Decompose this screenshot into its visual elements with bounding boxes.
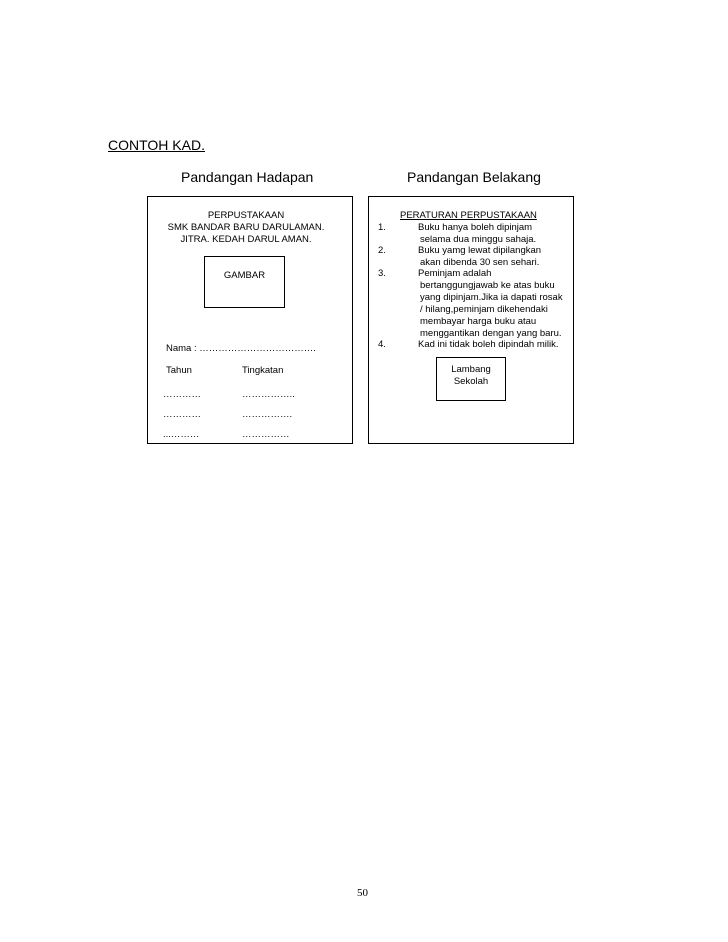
rule-4-number: 4.: [378, 339, 386, 350]
rule-3-line-6: menggantikan dengan yang baru.: [420, 328, 562, 339]
rules-title: PERATURAN PERPUSTAKAAN: [400, 210, 537, 221]
form-blank-2: …………….: [242, 409, 293, 420]
year-blank-2: …………: [163, 409, 201, 420]
rule-3: [378, 268, 491, 280]
rule-3-number: 3.: [378, 268, 386, 279]
logo-label-2: Sekolah: [453, 376, 489, 387]
school-name: SMK BANDAR BARU DARULAMAN.: [167, 222, 325, 233]
rule-3-line-2: bertanggungjawab ke atas buku: [420, 280, 555, 291]
form-blank-1: ……………..: [242, 389, 295, 400]
name-field: Nama : ……………………………….: [166, 343, 316, 354]
front-view-title: Pandangan Hadapan: [181, 169, 314, 185]
rule-3-line-4: / hilang,peminjam dikehendaki: [420, 304, 548, 315]
rule-3-line-1: Peminjam adalah: [418, 268, 492, 279]
back-card: [368, 196, 574, 444]
page-number: 50: [357, 887, 368, 899]
rule-1-line-1: Buku hanya boleh dipinjam: [418, 222, 533, 233]
rule-2-line-1: Buku yamg lewat dipilangkan: [418, 245, 542, 256]
back-view-title: Pandangan Belakang: [407, 169, 541, 185]
front-card: [147, 196, 353, 444]
rule-3-line-5: membayar harga buku atau: [420, 316, 537, 327]
rule-1-line-2: selama dua minggu sahaja.: [420, 234, 537, 245]
rule-1: [378, 222, 532, 234]
school-address: JITRA. KEDAH DARUL AMAN.: [180, 234, 312, 245]
rule-1-number: 1.: [378, 222, 386, 233]
rule-3-line-3: yang dipinjam.Jika ia dapati rosak: [420, 292, 563, 303]
form-blank-3: ……………: [242, 429, 290, 440]
rule-2-line-2: akan dibenda 30 sen sehari.: [420, 257, 540, 268]
year-blank-3: ...………: [163, 429, 200, 440]
school-logo-box: [436, 357, 506, 401]
year-header: Tahun: [166, 365, 192, 376]
rule-4: [378, 339, 558, 351]
library-title: PERPUSTAKAAN: [207, 210, 285, 221]
rule-2: [378, 245, 541, 257]
rule-2-number: 2.: [378, 245, 386, 256]
logo-label-1: Lambang: [451, 364, 491, 375]
form-header: Tingkatan: [242, 365, 284, 376]
photo-box: [204, 256, 285, 308]
rule-4-line-1: Kad ini tidak boleh dipindah milik.: [418, 339, 559, 350]
section-heading: CONTOH KAD.: [108, 137, 205, 153]
photo-label: GAMBAR: [223, 270, 266, 281]
year-blank-1: …………: [163, 389, 201, 400]
